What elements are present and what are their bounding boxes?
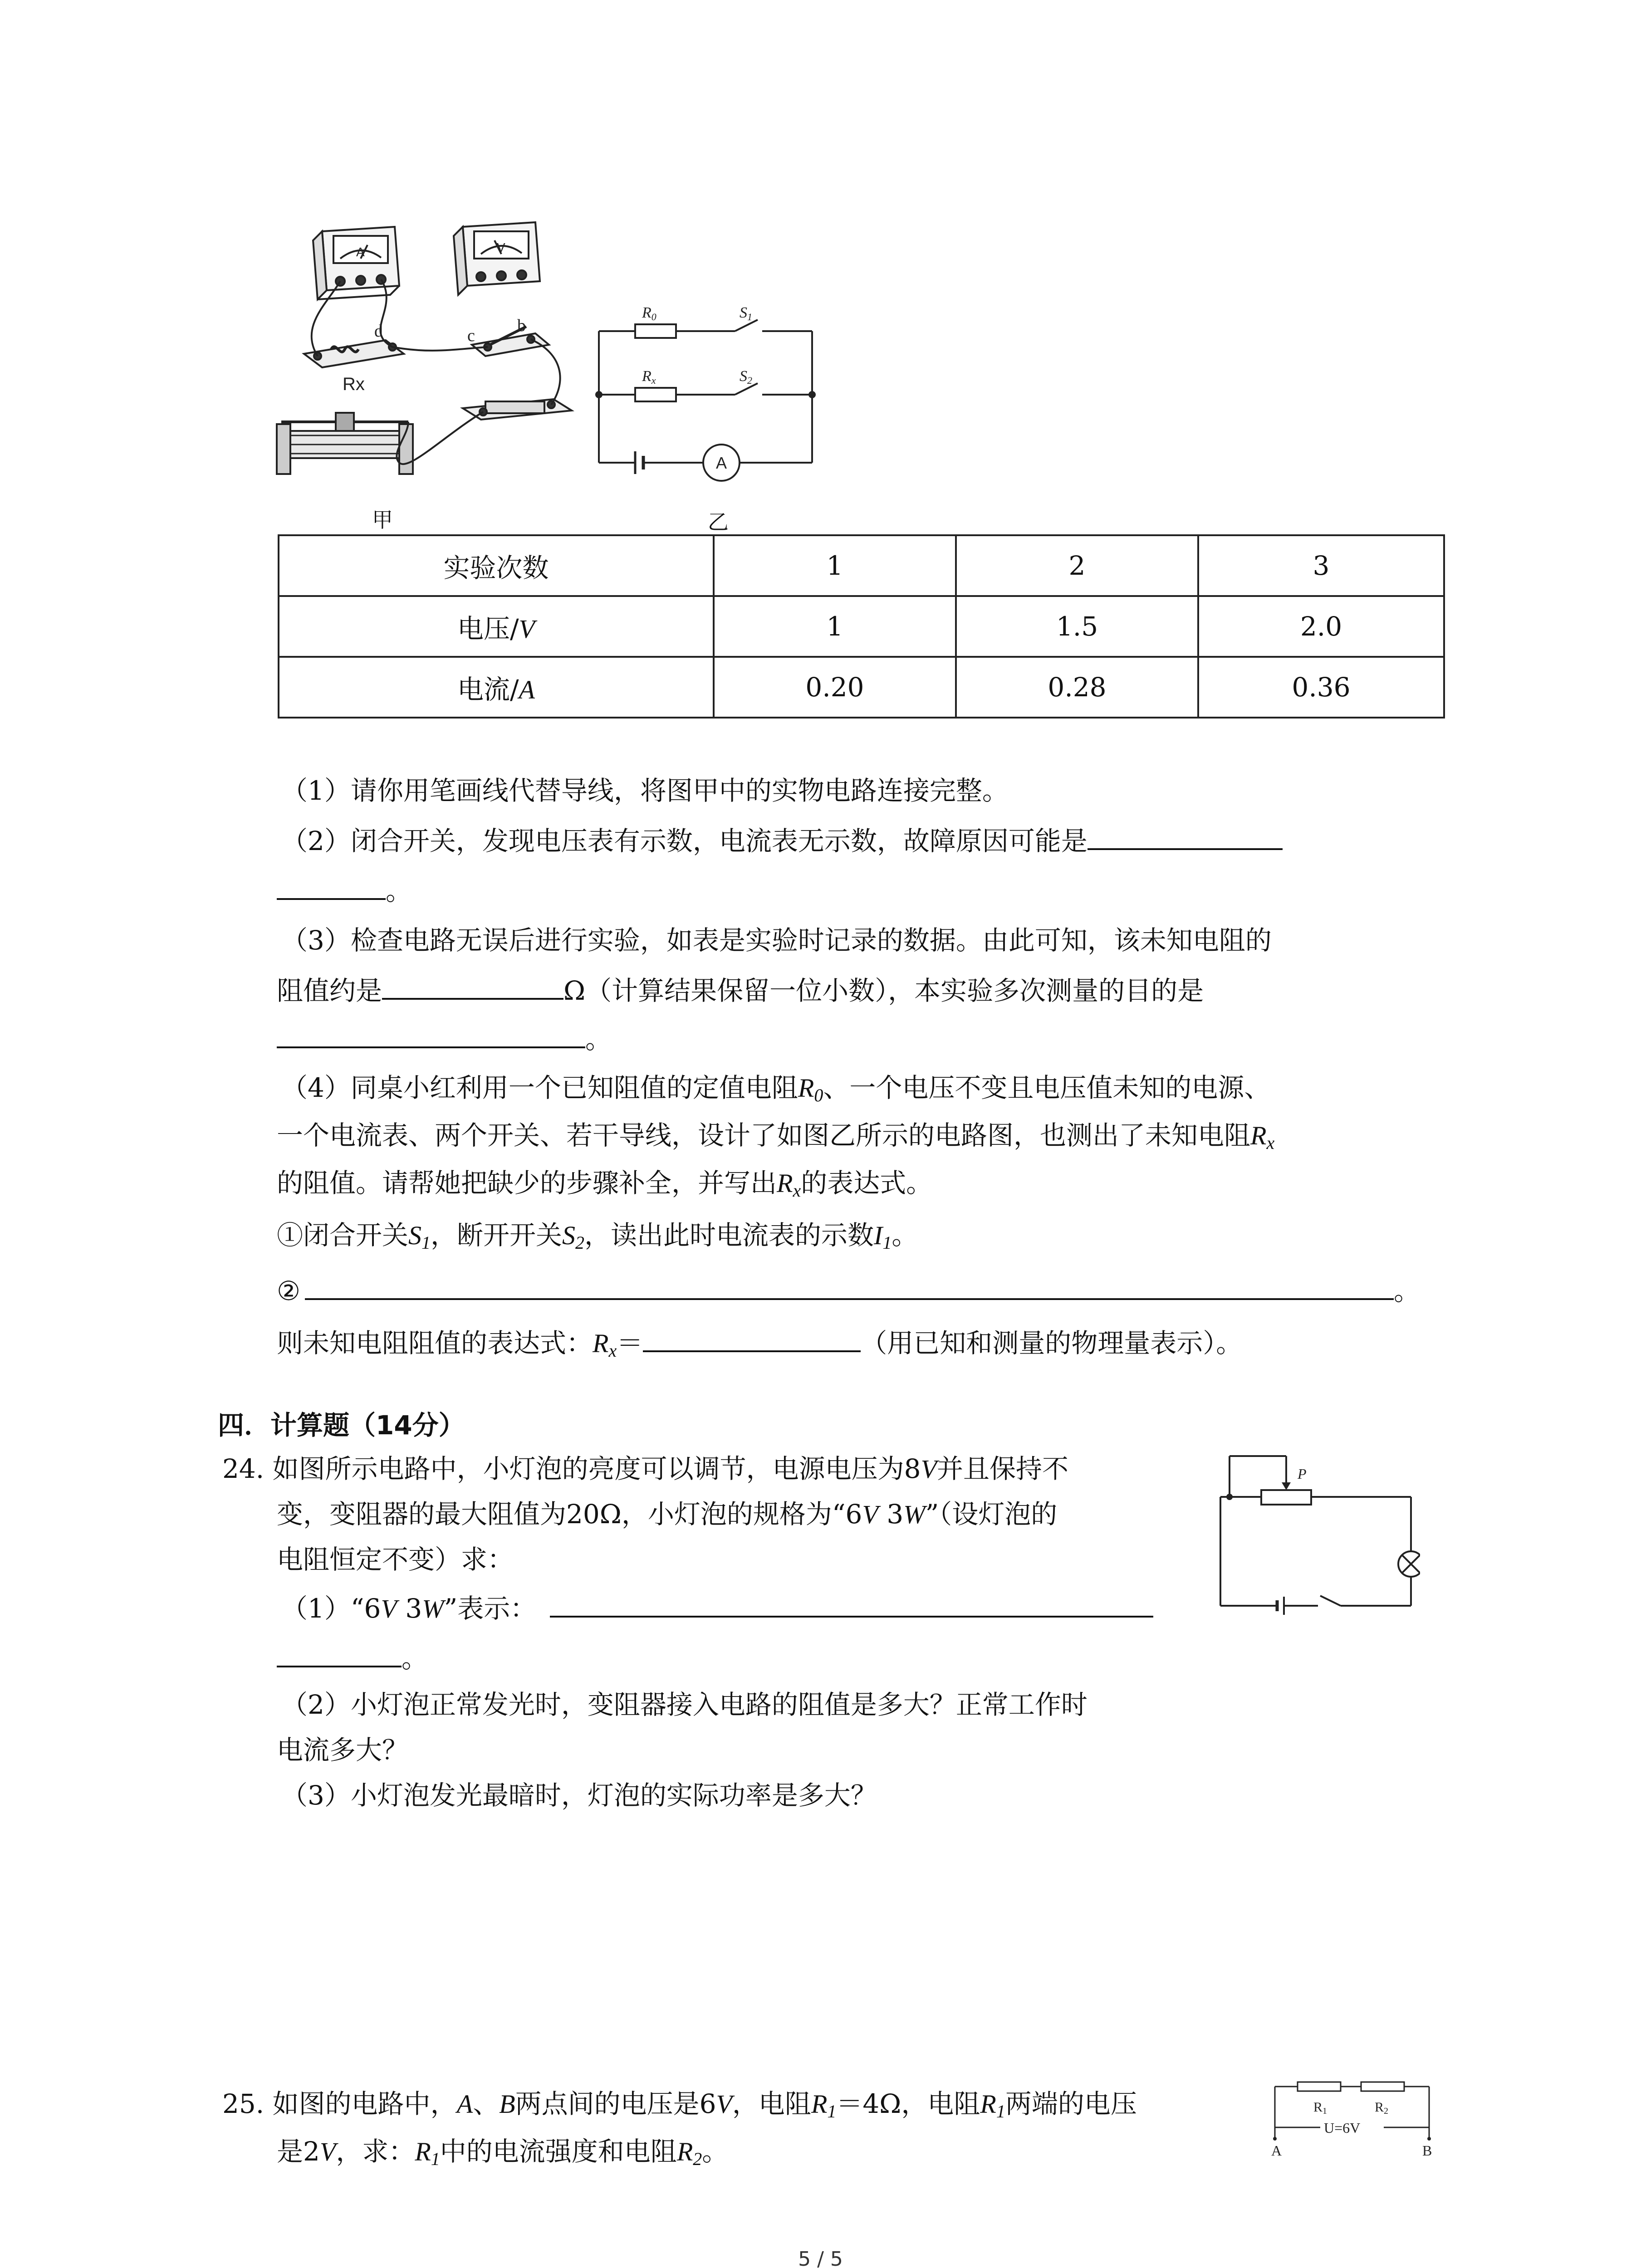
figure-yi-caption: 乙 [708, 510, 729, 534]
q25-line2: 是2V，求：$R_1$中的电流强度和电阻$R_2$。 [277, 2136, 729, 2169]
svg-text:S2 [740, 368, 752, 386]
svg-text:R1 [1313, 2100, 1327, 2116]
q23-expression: 则未知电阻阻值的表达式：$R_x=$ （用已知和测量的物理量表示）。 [277, 1322, 1242, 1370]
table-row [279, 596, 1444, 657]
rheostat-device [277, 413, 413, 474]
table-row [279, 657, 1444, 718]
yi-meter-letter: A [716, 454, 727, 472]
q23-part4-line3: 的阻值。请帮她把缺少的步骤补全，并写出$R_x$的表达式。 [277, 1168, 933, 1201]
table-cell: 0.36 [1198, 657, 1444, 718]
q25-r2-label: R [1375, 2100, 1384, 2115]
q25-r2-symbol [1361, 2082, 1404, 2091]
q25-u-label: U=6V [1324, 2120, 1361, 2136]
switch-device [472, 327, 549, 356]
q24-question1: （1）“6V 3W”表示： [281, 1588, 1153, 1628]
table-row-label: 电压/V [279, 596, 714, 657]
q23-part4-line1: （4）同桌小红利用一个已知阻值的定值电阻$R_0$、一个电压不变且电压值未知的电源、 [281, 1072, 1271, 1105]
table-header-cell: 实验次数 [279, 535, 714, 596]
q23-part3-line2: 阻值约是 Ω（计算结果保留一位小数），本实验多次测量的目的是 [277, 970, 1204, 1010]
rx-label: Rx [343, 374, 365, 394]
yi-s2-sub: 2 [747, 375, 752, 386]
q23-step1: ①闭合开关$S_1$，断开开关$S_2$，读出此时电流表的示数$I_1$。 [277, 1220, 918, 1253]
yi-s1-sub: 1 [747, 311, 752, 323]
terminal-d-label: d [374, 322, 383, 341]
yi-s1-label: S [740, 304, 747, 321]
figure-jia-caption: 甲 [372, 508, 393, 532]
q23-part3-blank-b[interactable] [277, 1018, 585, 1048]
q24-line3: 电阻恒定不变）求： [277, 1544, 514, 1575]
q24-question1-blank-b[interactable] [277, 1637, 402, 1667]
terminal-b-label: b [517, 316, 526, 335]
q23-part3-blank-a[interactable] [382, 970, 563, 1000]
q23-step2-blank[interactable] [305, 1270, 1394, 1300]
q25-a-label: A [1271, 2142, 1282, 2159]
q24-question3: （3）小灯泡发光最暗时，灯泡的实际功率是多大？ [281, 1780, 877, 1811]
voltmeter-letter: V [497, 240, 505, 254]
q24-line2: 变，变阻器的最大阻值为20Ω，小灯泡的规格为“6V 3W”（设灯泡的 [277, 1499, 1058, 1530]
table-cell: 1.5 [956, 596, 1198, 657]
table-cell: 2.0 [1198, 596, 1444, 657]
q24-question1-cont: 。 [277, 1637, 428, 1678]
q25-b-label: B [1422, 2142, 1432, 2159]
table-cell: 1 [714, 596, 956, 657]
svg-text:R2 [1375, 2100, 1388, 2116]
voltmeter-device [454, 222, 540, 295]
q24-switch-symbol [1320, 1596, 1341, 1606]
table-cell: 0.20 [714, 657, 956, 718]
s1-switch-symbol [735, 320, 758, 331]
terminal-c-label: c [467, 326, 475, 345]
q25-r1-sub: 1 [1323, 2106, 1327, 2116]
q25-r1-label: R [1313, 2100, 1323, 2115]
yi-rx-label: R [642, 368, 652, 385]
svg-text:Rx [642, 368, 656, 386]
q23-part1: （1）请你用笔画线代替导线，将图甲中的实物电路连接完整。 [281, 775, 1009, 806]
rheostat-symbol [1261, 1490, 1311, 1505]
q23-expression-blank[interactable] [643, 1322, 861, 1352]
figure-jia-physical-circuit [272, 218, 581, 490]
q23-part2-blank-b[interactable] [277, 870, 386, 900]
experiment-data-table [278, 534, 1445, 719]
yi-r0-sub: 0 [651, 311, 656, 323]
yi-rx-sub: x [651, 375, 656, 386]
table-header-cell: 3 [1198, 535, 1444, 596]
q25-line1: 25. 如图的电路中，A、B两点间的电压是6V，电阻$R_1=4\Omega$，电阻$R_1$两端的电压 [222, 2088, 1137, 2121]
q24-question2-line2: 电流多大？ [277, 1735, 409, 1765]
q23-part2-line2: 。 [277, 870, 412, 910]
table-header-cell: 2 [956, 535, 1198, 596]
q24-question1-blank-a[interactable] [550, 1588, 1153, 1618]
q24-circuit-figure [1211, 1447, 1420, 1628]
q23-part3-line3: 。 [277, 1018, 612, 1059]
table-row-label: 电流/A [279, 657, 714, 718]
battery-device [463, 399, 572, 420]
q25-r2-sub: 2 [1384, 2106, 1389, 2116]
q24-p-label: P [1298, 1466, 1307, 1482]
q23-step2: ② 。 [277, 1270, 1420, 1310]
section-4-heading: 四．计算题（14分） [218, 1410, 465, 1441]
r0-resistor-symbol [635, 324, 676, 338]
q23-part2-line1: （2）闭合开关，发现电压表有示数，电流表无示数，故障原因可能是 [281, 820, 1283, 860]
q24-line1: 24. 如图所示电路中，小灯泡的亮度可以调节，电源电压为8V并且保持不 [222, 1453, 1069, 1484]
table-row [279, 535, 1444, 596]
table-header-cell: 1 [714, 535, 956, 596]
q23-part2-blank-a[interactable] [1087, 820, 1283, 850]
yi-s2-label: S [740, 368, 747, 385]
q23-part4-line2: 一个电流表、两个开关、若干导线，设计了如图乙所示的电路图，也测出了未知电阻$R_x$ [277, 1120, 1275, 1153]
q24-question2-line1: （2）小灯泡正常发光时，变阻器接入电路的阻值是多大？正常工作时 [281, 1689, 1087, 1720]
svg-text:R0 [642, 304, 656, 323]
ammeter-device [313, 227, 399, 299]
q23-part3-line1: （3）检查电路无误后进行实验，如表是实验时记录的数据。由此可知，该未知电阻的 [281, 925, 1272, 956]
svg-text:S1 [740, 304, 752, 323]
yi-r0-label: R [642, 304, 652, 321]
rx-resistor-symbol [635, 388, 676, 401]
table-cell: 0.28 [956, 657, 1198, 718]
figure-yi-circuit-diagram [590, 290, 835, 490]
s2-switch-symbol [735, 383, 758, 395]
q25-r1-symbol [1298, 2082, 1341, 2091]
q25-resistor-figure [1270, 2077, 1434, 2164]
ammeter-letter: A [356, 245, 365, 259]
lamp-symbol [1398, 1551, 1420, 1577]
page-number: 5 / 5 [798, 2248, 843, 2268]
